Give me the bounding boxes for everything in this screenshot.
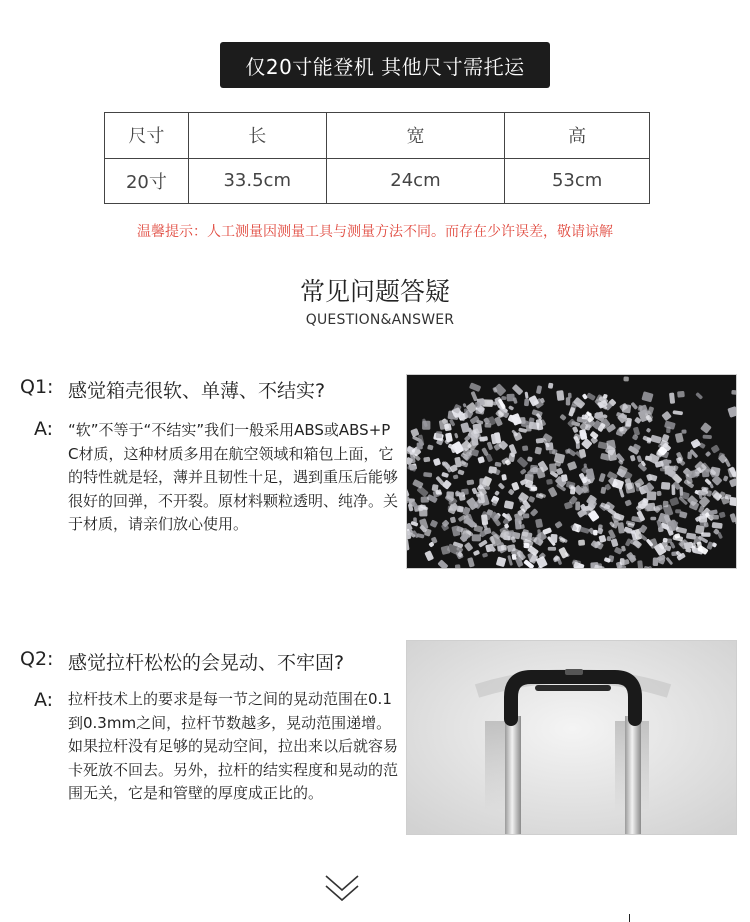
table-cell: 20寸 [105,158,189,204]
faq-title: 常见问题答疑 [299,277,450,306]
faq-subtitle: QUESTION&ANSWER [305,312,455,328]
answer-text: 拉杆技术上的要求是每一节之间的晃动范围在0.1到0.3mm之间，拉杆节数越多，晃动范围递增。如果拉杆没有足够的晃动空间，拉出来以后就容易卡死放不回去。另外，拉杆的结实程度和晃动的范围无关，它是和管壁的厚度成正比的。 [68,690,399,803]
table-header-row [105,113,650,159]
question-label: Q1: [20,376,54,398]
answer-label: A: [34,418,54,440]
chevron-down-icon [322,872,362,906]
plastic-pellets-image [406,374,737,569]
banner [220,42,550,88]
table-header-cell: 长 [188,113,326,159]
question-text: 感觉拉杆松松的会晃动、不牢固? [68,652,345,674]
answer-text: “软”不等于“不结实”我们一般采用ABS或ABS+PC材质，这种材质多用在航空领域和箱包上面，它的特性就是轻，薄并且韧性十足，遇到重压后能够很好的回弹，不开裂。原材料颗粒透明、纯净。关于材质，请亲们放心使用。 [68,421,399,534]
table-cell: 24cm [326,158,505,204]
trolley-handle-image [406,640,737,835]
table-cell: 33.5cm [188,158,326,204]
table-header-cell: 宽 [326,113,505,159]
table-header-cell: 高 [505,113,650,159]
banner-text: 仅20寸能登机 其他尺寸需托运 [245,54,525,79]
question-text: 感觉箱壳很软、单薄、不结实? [68,380,326,402]
size-table [104,112,650,204]
divider [629,914,630,922]
table-row [105,158,650,204]
table-header-cell: 尺寸 [105,113,189,159]
answer-label: A: [34,689,54,711]
table-cell: 53cm [505,158,650,204]
measurement-notice: 温馨提示：人工测量因测量工具与测量方法不同。而存在少许误差，敬请谅解 [137,224,613,240]
question-label: Q2: [20,648,54,670]
